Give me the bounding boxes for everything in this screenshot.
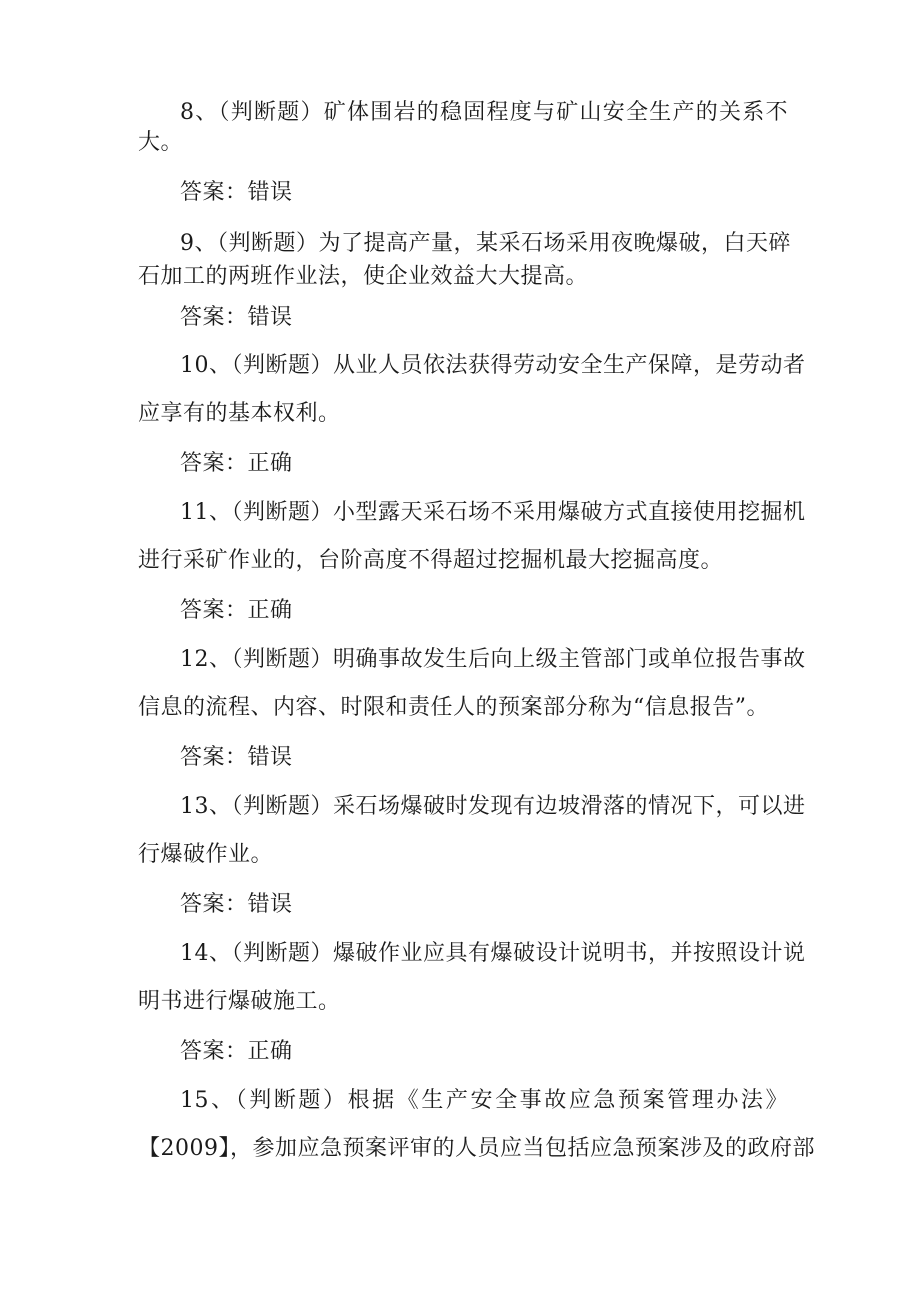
question-12-line-1: 12、（判断题）明确事故发生后向上级主管部门或单位报告事故: [180, 647, 806, 672]
question-9-line-1: 9、（判断题）为了提高产量，某采石场采用夜晚爆破，白天碎: [180, 231, 791, 256]
question-14-line-1: 14、（判断题）爆破作业应具有爆破设计说明书，并按照设计说: [180, 941, 806, 966]
question-14-line-2: 明书进行爆破施工。: [138, 989, 341, 1014]
question-14-answer: 答案：正确: [180, 1039, 293, 1064]
question-12-line-2: 信息的流程、内容、时限和责任人的预案部分称为“信息报告”。: [138, 695, 769, 720]
question-11-answer: 答案：正确: [180, 598, 293, 623]
question-11-line-1: 11、（判断题）小型露天采石场不采用爆破方式直接使用挖掘机: [180, 500, 806, 525]
question-10-line-2: 应享有的基本权利。: [138, 401, 341, 426]
question-10-line-1: 10、（判断题）从业人员依法获得劳动安全生产保障，是劳动者: [180, 353, 806, 378]
question-8-answer: 答案：错误: [180, 180, 293, 205]
question-11-line-2: 进行采矿作业的，台阶高度不得超过挖掘机最大挖掘高度。: [138, 548, 724, 573]
question-12-answer: 答案：错误: [180, 745, 293, 770]
question-9-answer: 答案：错误: [180, 305, 293, 330]
question-10-answer: 答案：正确: [180, 451, 293, 476]
question-13-line-2: 行爆破作业。: [138, 842, 274, 867]
question-15-line-1: 15、（判断题）根据《生产安全事故应急预案管理办法》: [180, 1088, 788, 1113]
question-9-line-2: 石加工的两班作业法，使企业效益大大提高。: [138, 264, 589, 289]
question-13-line-1: 13、（判断题）采石场爆破时发现有边坡滑落的情况下，可以进: [180, 794, 806, 819]
question-8-line-1: 8、（判断题）矿体围岩的稳固程度与矿山安全生产的关系不: [180, 100, 788, 125]
question-13-answer: 答案：错误: [180, 892, 293, 917]
question-15-line-2: 【2009】，参加应急预案评审的人员应当包括应急预案涉及的政府部: [138, 1136, 815, 1161]
question-8-line-2: 大。: [138, 130, 184, 155]
